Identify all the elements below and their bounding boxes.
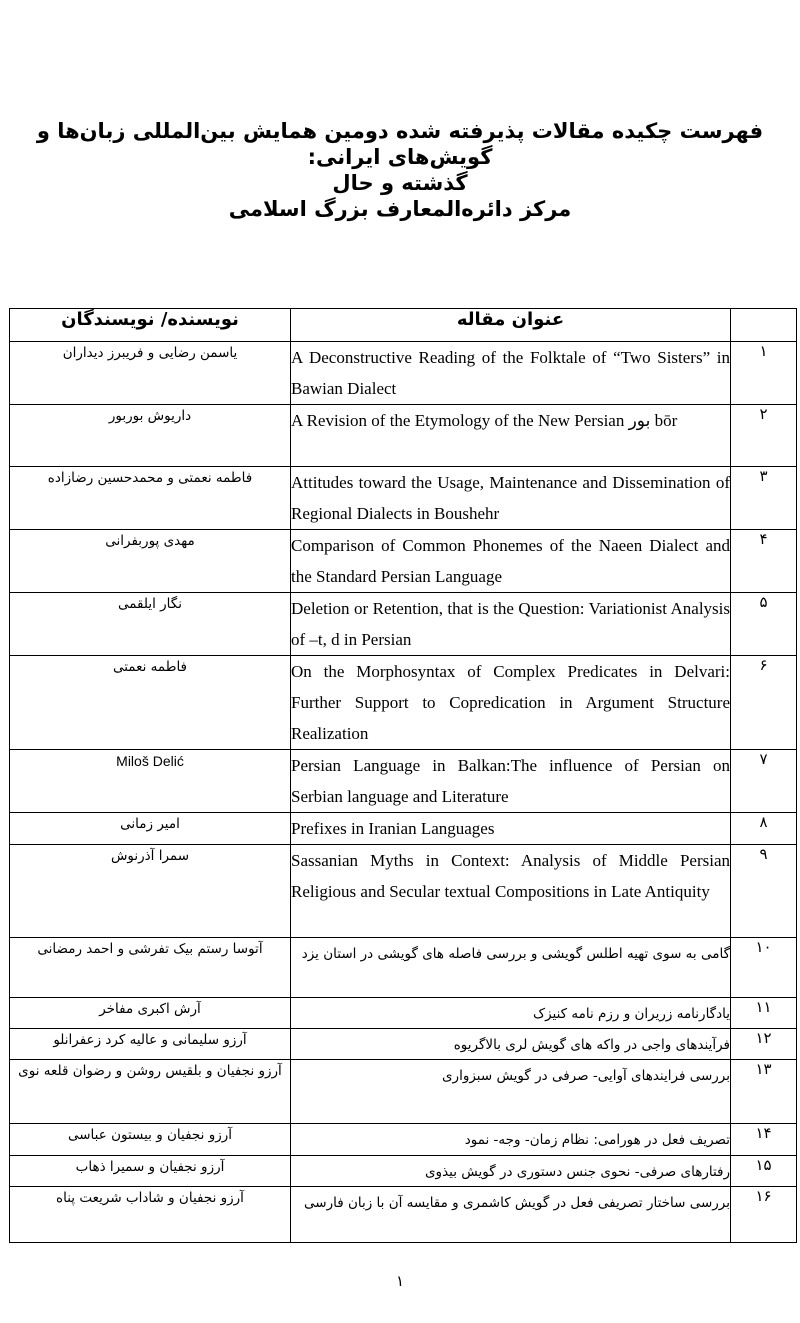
row-title: Attitudes toward the Usage, Maintenance and Dissemination of Regional Dialects in Boushehr	[291, 467, 731, 530]
row-author: داریوش بوربور	[10, 405, 291, 467]
row-author: آرش اکبری مفاخر	[10, 998, 291, 1029]
table-header-row	[10, 309, 797, 342]
row-author: آرزو نجفیان و بلقیس روشن و رضوان قلعه نوی	[10, 1060, 291, 1124]
table-row	[10, 938, 797, 998]
row-title: A Revision of the Etymology of the New Persian بور bōr	[291, 405, 731, 467]
table-row	[10, 530, 797, 593]
table-row	[10, 813, 797, 845]
row-title: Prefixes in Iranian Languages	[291, 813, 731, 845]
row-title: فرآیندهای واجی در واکه های گویش لری بالاگریوه	[291, 1029, 731, 1060]
row-title: Deletion or Retention, that is the Question: Variationist Analysis of –t, d in Persian	[291, 593, 731, 656]
table-row	[10, 405, 797, 467]
row-author: آتوسا رستم بیک تفرشی و احمد رمضانی	[10, 938, 291, 998]
title-line-3: مرکز دائره‌المعارف بزرگ اسلامی	[228, 197, 572, 221]
row-title: گامی به سوی تهیه اطلس گویشی و بررسی فاصله های گویشی در استان یزد	[291, 938, 731, 998]
row-author: آرزو نجفیان و شاداب شریعت پناه	[10, 1187, 291, 1243]
row-number: ۱۳	[731, 1060, 797, 1124]
table-row	[10, 1060, 797, 1124]
row-number: ۵	[731, 593, 797, 656]
row-number: ۹	[731, 845, 797, 938]
row-number: ۶	[731, 656, 797, 750]
row-number: ۱۰	[731, 938, 797, 998]
row-title: رفتارهای صرفی- نحوی جنس دستوری در گویش بیذوی	[291, 1156, 731, 1187]
articles-table	[9, 308, 797, 1243]
row-author: یاسمن رضایی و فریبرز دیداران	[10, 342, 291, 405]
row-author: نگار ایلقمی	[10, 593, 291, 656]
title-line-1: فهرست چکیده مقالات پذیرفته شده دومین همایش بین‌المللی زبان‌ها و گویش‌های ایرانی:	[36, 119, 764, 169]
row-number: ۱۵	[731, 1156, 797, 1187]
row-author: امیر زمانی	[10, 813, 291, 845]
row-title: یادگارنامه زریران و رزم نامه کنیزک	[291, 998, 731, 1029]
row-author: آرزو نجفیان و سمیرا ذهاب	[10, 1156, 291, 1187]
row-number: ۳	[731, 467, 797, 530]
table-row	[10, 342, 797, 405]
row-title: بررسی فرایندهای آوایی- صرفی در گویش سبزواری	[291, 1060, 731, 1124]
row-author: آرزو نجفیان و بیستون عباسی	[10, 1124, 291, 1156]
header-number	[731, 309, 797, 342]
row-author: Miloš Delić	[10, 750, 291, 813]
row-title: On the Morphosyntax of Complex Predicates in Delvari: Further Support to Copredication in Argument Structure Realization	[291, 656, 731, 750]
table-row	[10, 1029, 797, 1060]
table-row	[10, 467, 797, 530]
page-number: ۱	[395, 1272, 405, 1290]
row-author: فاطمه نعمتی	[10, 656, 291, 750]
row-number: ۱۲	[731, 1029, 797, 1060]
row-number: ۱۱	[731, 998, 797, 1029]
row-title: بررسی ساختار تصریفی فعل در گویش کاشمری و مقایسه آن با زبان فارسی	[291, 1187, 731, 1243]
table-row	[10, 1187, 797, 1243]
document-title	[20, 118, 780, 222]
row-title: A Deconstructive Reading of the Folktale of “Two Sisters” in Bawian Dialect	[291, 342, 731, 405]
table-row	[10, 1124, 797, 1156]
row-number: ۸	[731, 813, 797, 845]
row-number: ۱	[731, 342, 797, 405]
row-author: مهدی پوربفرانی	[10, 530, 291, 593]
table-row	[10, 656, 797, 750]
header-title: عنوان مقاله	[291, 309, 731, 342]
title-line-2: گذشته و حال	[332, 171, 468, 195]
row-title: تصریف فعل در هورامی: نظام زمان- وجه- نمود	[291, 1124, 731, 1156]
row-number: ۷	[731, 750, 797, 813]
row-number: ۱۴	[731, 1124, 797, 1156]
header-author: نویسنده/ نویسندگان	[10, 309, 291, 342]
table-row	[10, 845, 797, 938]
row-title: Comparison of Common Phonemes of the Naeen Dialect and the Standard Persian Language	[291, 530, 731, 593]
table-row	[10, 593, 797, 656]
table-row	[10, 750, 797, 813]
table-row	[10, 1156, 797, 1187]
row-number: ۱۶	[731, 1187, 797, 1243]
table-row	[10, 998, 797, 1029]
row-number: ۴	[731, 530, 797, 593]
row-number: ۲	[731, 405, 797, 467]
row-author: فاطمه نعمتی و محمدحسین رضازاده	[10, 467, 291, 530]
row-author: سمرا آذرنوش	[10, 845, 291, 938]
row-title: Sassanian Myths in Context: Analysis of Middle Persian Religious and Secular textual Compositions in Late Antiquity	[291, 845, 731, 938]
row-author: آرزو سلیمانی و عالیه کرد زعفرانلو	[10, 1029, 291, 1060]
row-title: Persian Language in Balkan:The influence of Persian on Serbian language and Literature	[291, 750, 731, 813]
